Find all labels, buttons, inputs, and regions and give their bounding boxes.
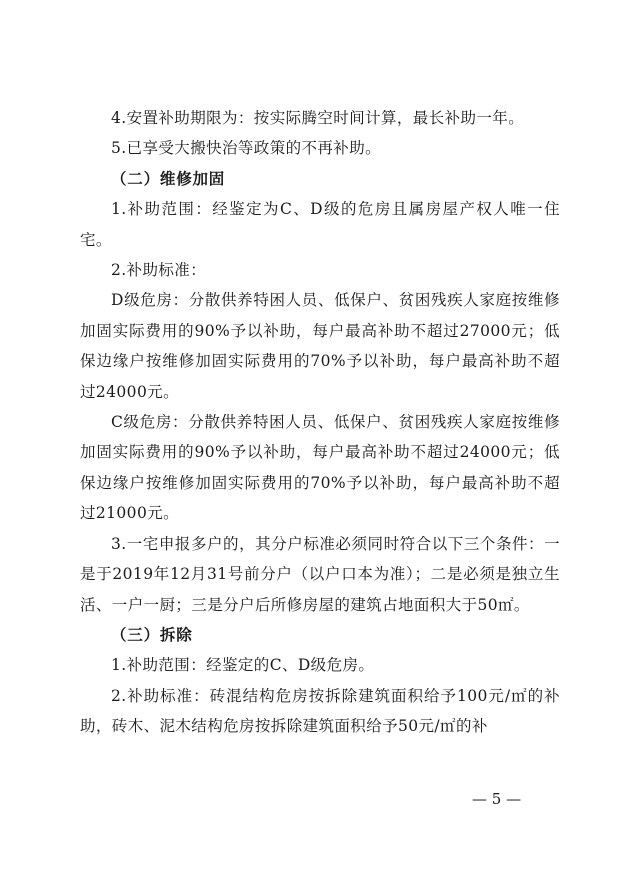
paragraph-multi-household: 3.一宅申报多户的，其分户标准必须同时符合以下三个条件：一是于2019年12月31号前分户（以户口本为准）；二是必须是独立生活、一户一厨；三是分户后所修房屋的建筑占地面积大于50㎡。: [80, 534, 560, 614]
paragraph-c-level-standard: C级危房：分散供养特困人员、低保户、贫困残疾人家庭按维修加固实际费用的90%予以补助，每户最高补助不超过24000元；低保边缘户按维修加固实际费用的70%予以补助，每户最高补助不超过21000元。: [80, 413, 560, 523]
page-number: — 5 —: [472, 790, 522, 808]
paragraph-demolition-scope: 1.补助范围：经鉴定的C、D级危房。: [111, 656, 375, 675]
section-heading-repair: （二）维修加固: [111, 169, 226, 188]
paragraph-resettlement-period: 4.安置补助期限为：按实际腾空时间计算，最长补助一年。: [111, 109, 525, 127]
section-heading-demolition: （三）拆除: [111, 625, 193, 644]
paragraph-repair-scope: 1.补助范围：经鉴定为C、D级的危房且属房屋产权人唯一住宅。: [80, 200, 560, 249]
document-body: [80, 103, 560, 742]
paragraph-no-duplicate-subsidy: 5.已享受大搬快治等政策的不再补助。: [111, 139, 381, 158]
paragraph-repair-standard-title: 2.补助标准：: [111, 261, 207, 280]
paragraph-demolition-standard: 2.补助标准：砖混结构危房按拆除建筑面积给予100元/㎡的补助，砖木、泥木结构危房按拆除建筑面积给予50元/㎡的补: [80, 686, 560, 736]
paragraph-d-level-standard: D级危房：分散供养特困人员、低保户、贫困残疾人家庭按维修加固实际费用的90%予以补助，每户最高补助不超过27000元；低保边缘户按维修加固实际费用的70%予以补助，每户最高补助不超过24000元。: [80, 291, 560, 401]
